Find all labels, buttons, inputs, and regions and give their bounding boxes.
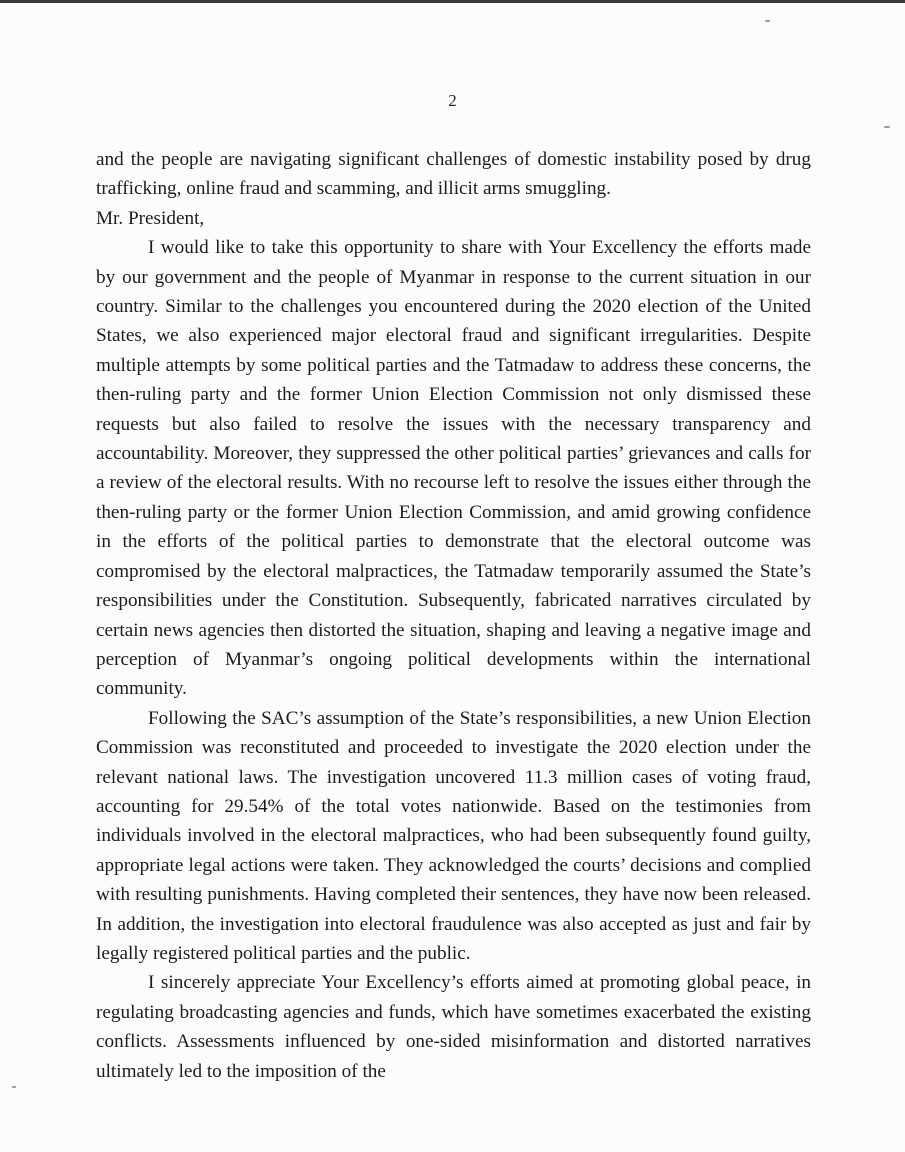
- page-number: 2: [448, 91, 457, 110]
- letter-body: [96, 145, 811, 1086]
- paragraph-investigation: Following the SAC’s assumption of the State’s responsibilities, a new Union Election Commission was reconstituted and proceeded to investigate the 2020 election under the relevant national laws. The investigation uncovered 11.3 million cases of voting fraud, accounting for 29.54% of the total votes nationwide. Based on the testimonies from individuals involved in the electoral malpractices, who had been subsequently found guilty, appropriate legal actions were taken. They acknowledged the courts’ decisions and complied with resulting punishments. Having completed their sentences, they have now been released. In addition, the investigation into electoral fraudulence was also accepted as just and fair by legally registered political parties and the public.: [96, 707, 811, 964]
- scan-speck: [884, 126, 890, 128]
- salutation: Mr. President,: [96, 207, 205, 229]
- scan-top-edge: [0, 0, 905, 3]
- paragraph-continuation: and the people are navigating significant challenges of domestic instability posed by drug trafficking, online fraud and scamming, and illicit arms smuggling.: [96, 149, 811, 200]
- paragraph-efforts: I would like to take this opportunity to share with Your Excellency the efforts made by our government and the people of Myanmar in response to the current situation in our country. Similar to the challenges you encountered during the 2020 election of the United States, we also experienced major electoral fraud and significant irregularities. Despite multiple attempts by some political parties and the Tatmadaw to address these concerns, the then-ruling party and the former Union Election Commission not only dismissed these requests but also failed to resolve the issues with the necessary transparency and accountability. Moreover, they suppressed the other political parties’ grievances and calls for a review of the electoral results. With no recourse left to resolve the issues either through the then-ruling party or the former Union Election Commission, and amid growing confidence in the efforts of the political parties to demonstrate that the electoral outcome was compromised by the electoral malpractices, the Tatmadaw temporarily assumed the State’s responsibilities under the Constitution. Subsequently, fabricated narratives circulated by certain news agencies then distorted the situation, shaping and leaving a negative image and perception of Myanmar’s ongoing political developments within the international community.: [96, 237, 811, 700]
- scan-speck: [12, 1086, 16, 1088]
- scan-speck: [765, 20, 770, 22]
- paragraph-appreciation: I sincerely appreciate Your Excellency’s efforts aimed at promoting global peace, in regulating broadcasting agencies and funds, which have sometimes exacerbated the existing conflicts. Assessments influenced by one-sided misinformation and distorted narratives ultimately led to the imposition of the: [96, 972, 811, 1082]
